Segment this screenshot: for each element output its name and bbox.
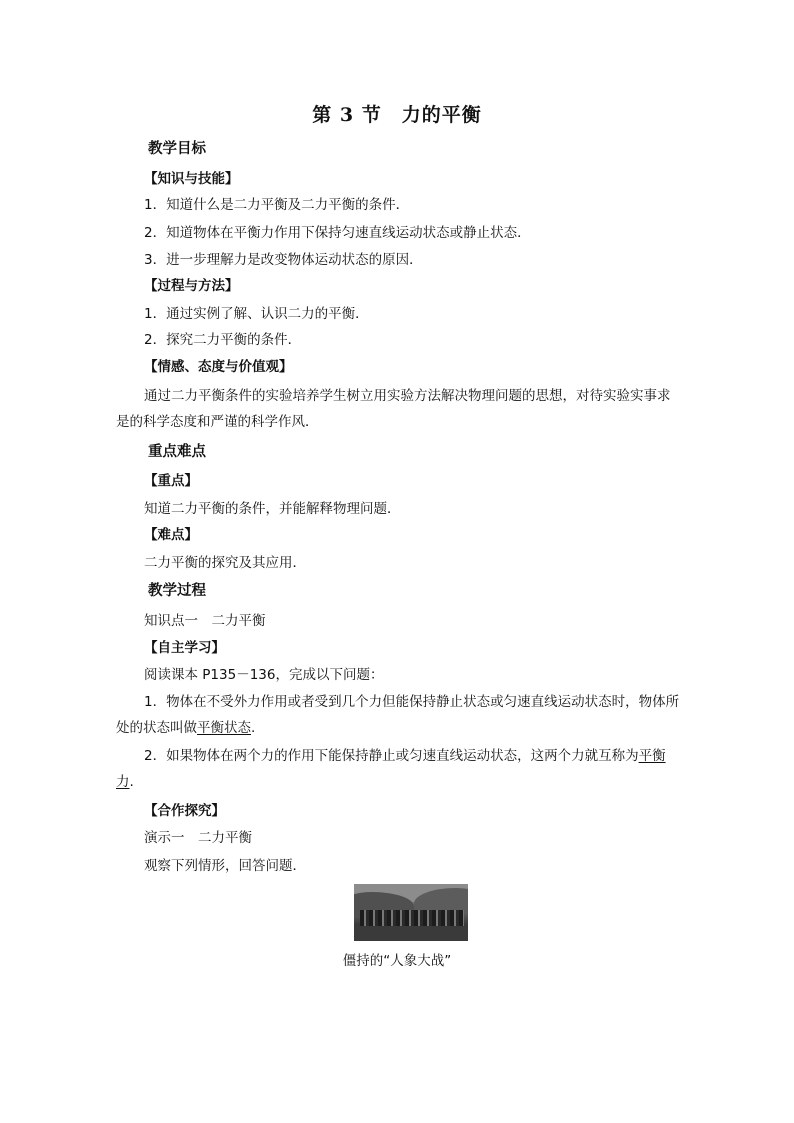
emotion-attitude-heading: 【情感、态度与价值观】 (144, 359, 293, 375)
process-method-heading: 【过程与方法】 (144, 278, 239, 294)
knowledge-point-1: 知识点一 二力平衡 (144, 613, 266, 629)
difficulty-text: 二力平衡的探究及其应用． (144, 555, 306, 571)
reading-instruction: 阅读课本 P135－136，完成以下问题： (144, 667, 384, 683)
key-difficulty-heading: 重点难点 (148, 444, 206, 460)
cooperation-heading: 【合作探究】 (144, 803, 225, 819)
ks-item-3: 3．进一步理解力是改变物体运动状态的原因． (144, 252, 423, 268)
question-2-text: 2．如果物体在两个力的作用下能保持静止或匀速直线运动状态，这两个力就互称为 (144, 748, 639, 764)
teaching-process-heading: 教学过程 (148, 583, 206, 599)
observe-instruction: 观察下列情形，回答问题． (144, 858, 306, 874)
question-2-answer: 平衡力 (116, 748, 666, 790)
self-study-heading: 【自主学习】 (144, 640, 225, 656)
key-point-heading: 【重点】 (144, 473, 198, 489)
pm-item-1: 1．通过实例了解、认识二力的平衡． (144, 306, 369, 322)
photo-caption: 僵持的“人象大战” (342, 953, 452, 969)
emotion-paragraph: 通过二力平衡条件的实验培养学生树立用实验方法解决物理问题的思想，对待实验实事求是的科学态度和严谨的科学作风． (116, 388, 671, 430)
tug-of-war-photo (354, 884, 468, 941)
knowledge-skills-heading: 【知识与技能】 (144, 171, 239, 187)
ks-item-1: 1．知道什么是二力平衡及二力平衡的条件． (144, 197, 410, 213)
ks-item-2: 2．知道物体在平衡力作用下保持匀速直线运动状态或静止状态． (144, 225, 531, 241)
page-title: 第 3 节 力的平衡 (312, 104, 482, 126)
difficulty-heading: 【难点】 (144, 527, 198, 543)
question-1-answer: 平衡状态 (197, 720, 251, 736)
question-1-text: 1．物体在不受外力作用或者受到几个力但能保持静止状态或匀速直线运动状态时，物体所处的状态叫做 (116, 694, 680, 736)
question-2 (116, 743, 682, 795)
pm-item-2: 2．探究二力平衡的条件． (144, 332, 302, 348)
question-2-end: . (129, 774, 134, 790)
question-1-end: . (251, 720, 256, 736)
demo-1-title: 演示一 二力平衡 (144, 830, 252, 846)
goals-heading: 教学目标 (148, 141, 206, 157)
question-1 (116, 689, 682, 741)
key-point-text: 知道二力平衡的条件，并能解释物理问题． (144, 501, 401, 517)
